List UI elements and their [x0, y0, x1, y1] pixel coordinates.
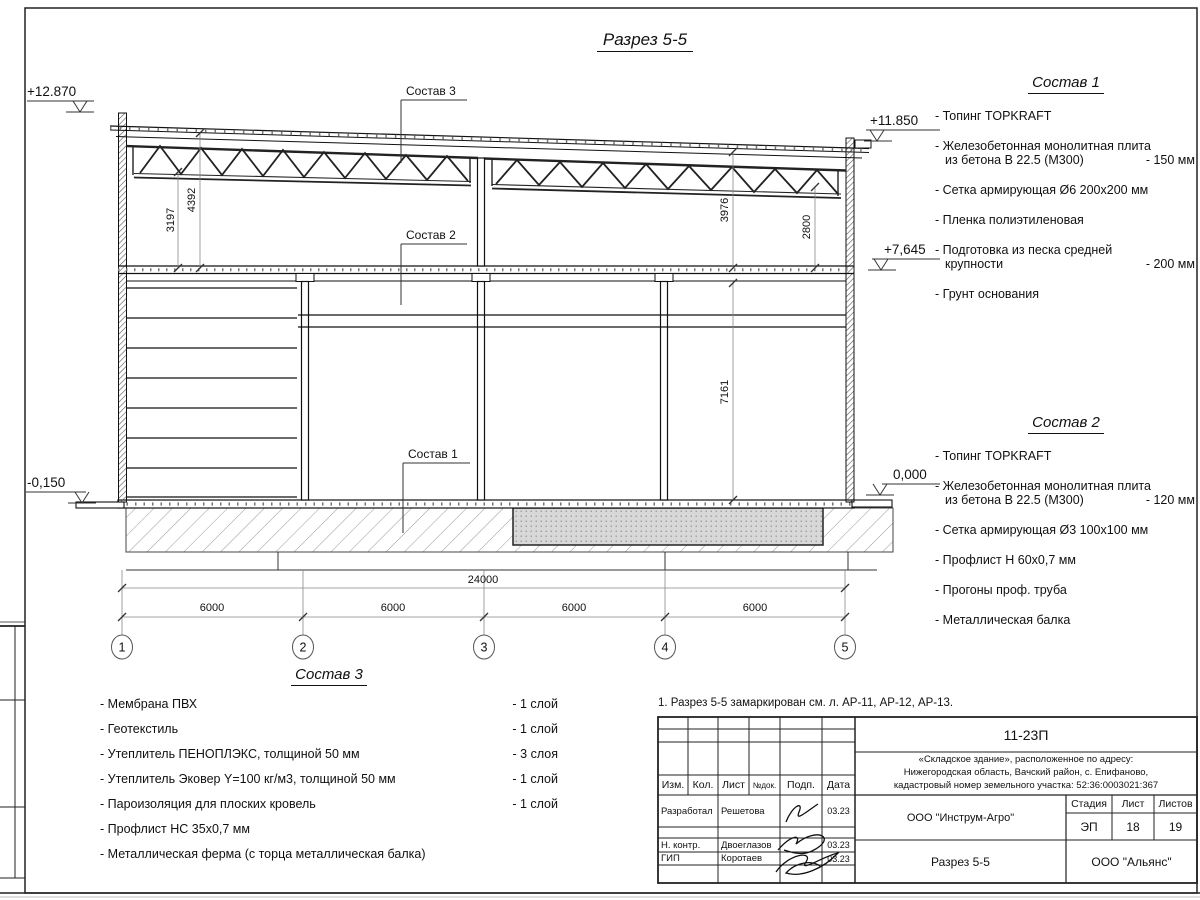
sostav2-heading: Состав 2 [935, 416, 1197, 430]
object-line3: кадастровый номер земельного участка: 52:36:0003021:367 [893, 780, 1159, 791]
list-item: - Геотекстиль - 1 слой [100, 722, 558, 736]
roof-truss [126, 146, 846, 198]
stage-value: ЭП [1080, 819, 1098, 834]
elevation-mid: +7,645 [884, 242, 926, 257]
list-item: - Подготовка из песка средней крупности - 200 мм [935, 243, 1195, 271]
leader-sostav1: Состав 1 [408, 447, 458, 461]
list-item: - Металлическая балка [935, 613, 1071, 627]
designer-company: ООО "Инструм-Агро" [906, 811, 1015, 824]
row2-name: Двоеглазов [721, 839, 772, 851]
sostav1-list [935, 76, 1197, 317]
sostav1-heading: Состав 1 [935, 76, 1197, 90]
drawing-name: Разрез 5-5 [931, 854, 990, 869]
list-item: - Топинг TOPKRAFT [935, 449, 1052, 463]
list-item: - Утеплитель Эковер Y=100 кг/м3, толщиной 50 мм - 1 слой [100, 772, 558, 786]
sheet-number: 18 [1126, 819, 1140, 834]
roof [110, 126, 869, 158]
dim-bay-4: 6000 [742, 602, 768, 614]
column-axis3 [478, 282, 485, 501]
axis-5: 5 [841, 640, 849, 655]
list-item: - Утеплитель ПЕНОПЛЭКС, толщиной 50 мм - 3 слоя [100, 747, 558, 761]
list-item: - Сетка армирующая Ø6 200х200 мм [935, 183, 1149, 197]
note: 1. Разрез 5-5 замаркирован см. л. АР-11, АР-12, АР-13. [658, 697, 954, 709]
leader-lines [401, 100, 470, 533]
columns [296, 158, 673, 500]
contractor-company: ООО "Альянс" [1091, 854, 1172, 869]
axis-1: 1 [118, 640, 126, 655]
upper-column-axis3 [478, 158, 485, 266]
dim-7161: 7161 [719, 379, 731, 405]
list-item: - Пароизоляция для плоских кровель - 1 слой [100, 797, 558, 811]
column-axis4 [661, 282, 668, 501]
dim-bay-3: 6000 [561, 602, 587, 614]
elevation-roof-right: +11.850 [870, 113, 919, 128]
list-item: - Профлист НС 35х0,7 мм [100, 822, 250, 836]
axis-4: 4 [661, 640, 669, 655]
row3-name: Коротаев [721, 853, 763, 864]
list-item: - Металлическая ферма (с торца металлическая балка) [100, 847, 426, 861]
object-line2: Нижегородская область, Вачский район, с. Епифаново, [903, 767, 1149, 778]
row3-date: 03.23 [827, 853, 850, 864]
page-title-wrap [530, 30, 760, 50]
column-axis2 [302, 282, 309, 501]
list-item: - Мембрана ПВХ - 1 слой [100, 697, 558, 711]
doc-number: 11-23П [1003, 726, 1049, 743]
axis-2: 2 [299, 640, 307, 655]
row1-role: Разработал [661, 805, 713, 817]
left-edge-stamp [0, 622, 25, 878]
row1-name: Решетова [721, 805, 765, 817]
vertical-dimensions [174, 129, 819, 504]
col-podp: Подп. [787, 779, 815, 791]
sheet-label: Лист [1121, 798, 1145, 810]
list-item: - Профлист Н 60х0,7 мм [935, 553, 1076, 567]
right-wall [846, 138, 854, 502]
sostav3-heading: Состав 3 [100, 668, 558, 682]
page-title: Разрез 5-5 [597, 30, 693, 52]
col-izm: Изм. [661, 779, 685, 791]
dim-ticks [118, 584, 849, 621]
beam [298, 315, 846, 327]
dim-3976: 3976 [719, 197, 731, 223]
row2-date: 03.23 [827, 840, 850, 850]
dim-2800: 2800 [801, 214, 813, 240]
list-item: - Сетка армирующая Ø3 100х100 мм [935, 523, 1149, 537]
elevation-parapet: +12.870 [27, 84, 77, 99]
dim-3197: 3197 [165, 207, 177, 233]
col-list: Лист [722, 779, 745, 791]
list-item: - Топинг TOPKRAFT [935, 109, 1052, 123]
sheets-total: 19 [1168, 819, 1183, 834]
object-line1: «Складское здание», расположенное по адресу: [918, 754, 1134, 765]
col-kol: Кол. [692, 779, 714, 791]
list-item: - Железобетонная монолитная плита из бетона В 22.5 (М300) - 150 мм [935, 139, 1195, 167]
list-item: - Прогоны проф. труба [935, 583, 1067, 597]
sheets-label: Листов [1158, 798, 1193, 810]
ground-foundation [126, 508, 893, 570]
list-item: - Пленка полиэтиленовая [935, 213, 1084, 227]
dim-bay-2: 6000 [380, 602, 406, 614]
apron-right [852, 500, 892, 507]
dim-bay-1: 6000 [199, 602, 225, 614]
dim-total: 24000 [467, 574, 499, 586]
elevation-floor: -0,150 [27, 475, 66, 490]
row2-role: Н. контр. [661, 839, 701, 851]
leader-sostav2: Состав 2 [406, 228, 456, 242]
col-ndok: №док. [752, 780, 777, 790]
left-bay-door [127, 288, 297, 497]
left-wall [119, 113, 127, 502]
axis-3: 3 [480, 640, 488, 655]
elevation-zero: 0,000 [893, 467, 927, 482]
signature-1 [786, 804, 818, 822]
row3-role: ГИП [661, 853, 680, 864]
list-item: - Железобетонная монолитная плита из бетона В 22.5 (М300) - 120 мм [935, 479, 1195, 507]
floor-slab [76, 500, 892, 508]
sostav3-list [100, 668, 558, 872]
sostav2-list [935, 416, 1197, 643]
leader-sostav3: Состав 3 [406, 84, 456, 98]
col-data: Дата [826, 779, 851, 791]
row1-date: 03.23 [827, 806, 850, 816]
list-item: - Грунт основания [935, 287, 1040, 301]
stage-label: Стадия [1071, 798, 1107, 810]
dim-4392: 4392 [186, 187, 198, 213]
